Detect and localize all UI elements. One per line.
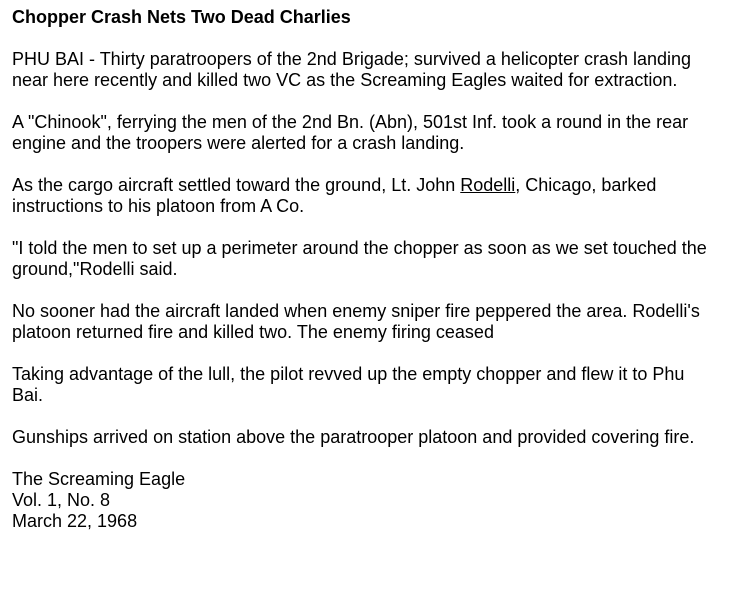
paragraph-7: Gunships arrived on station above the paratrooper platoon and provided covering fire.: [12, 427, 695, 447]
source-publication: The Screaming Eagle: [12, 469, 186, 489]
source-volume: Vol. 1, No. 8: [12, 490, 111, 510]
rodelli-name-link[interactable]: Rodelli: [460, 175, 516, 195]
paragraph-3: [12, 175, 718, 217]
paragraph-6: Taking advantage of the lull, the pilot revved up the empty chopper and flew it to Phu Bai.: [12, 364, 685, 405]
source-date: March 22, 1968: [12, 511, 138, 531]
paragraph-3-after: , Chicago, barked instructions to his platoon from A Co.: [12, 175, 657, 216]
article-headline: Chopper Crash Nets Two Dead Charlies: [12, 7, 351, 27]
paragraph-2: A "Chinook", ferrying the men of the 2nd Bn. (Abn), 501st Inf. took a round in the rear engine and the troopers were alerted for a crash landing.: [12, 112, 689, 153]
source-citation: [12, 469, 718, 532]
paragraph-4: "I told the men to set up a perimeter around the chopper as soon as we set touched the ground,"Rodelli said.: [12, 238, 707, 279]
paragraph-5: No sooner had the aircraft landed when enemy sniper fire peppered the area. Rodelli's platoon returned fire and killed two. The enemy firing ceased: [12, 301, 700, 342]
paragraph-1: PHU BAI - Thirty paratroopers of the 2nd Brigade; survived a helicopter crash landing near here recently and killed two VC as the Screaming Eagles waited for extraction.: [12, 49, 692, 90]
paragraph-3-before: As the cargo aircraft settled toward the ground, Lt. John: [12, 175, 461, 195]
